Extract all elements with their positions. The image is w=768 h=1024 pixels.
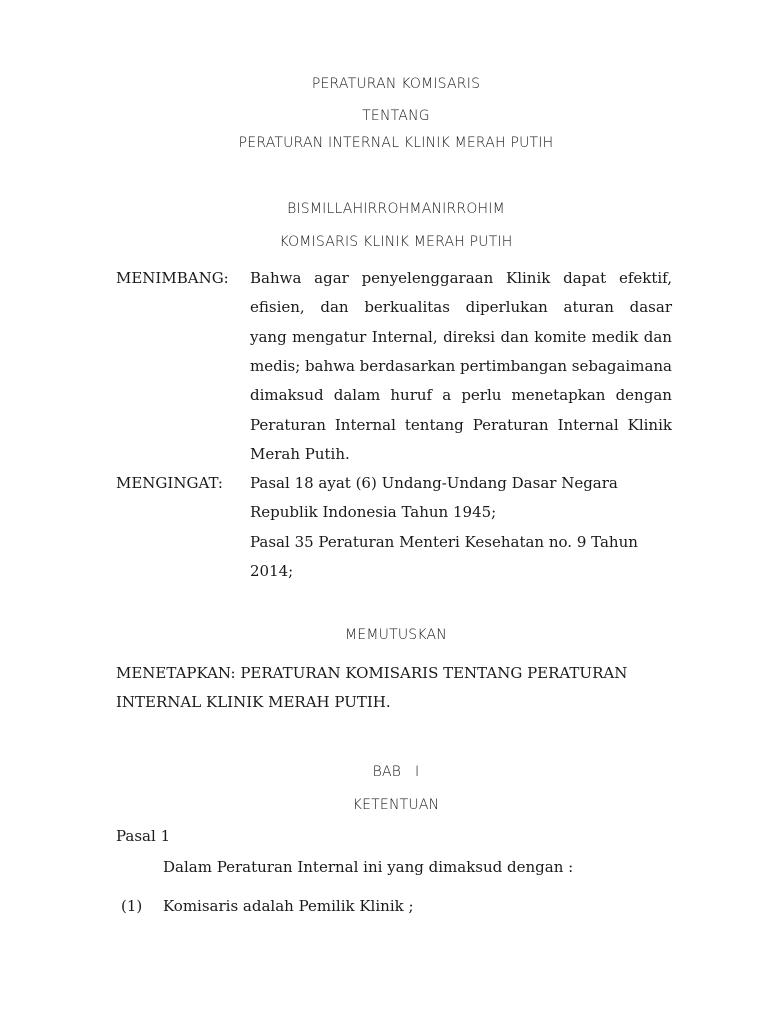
menimbang-line: Merah Putih. [250,445,350,463]
mengingat-line: Pasal 35 Peraturan Menteri Kesehatan no. 9 Tahun [250,533,638,551]
menimbang-line: yang mengatur Internal, direksi dan komite medik dan [250,328,672,346]
menimbang-line: Bahwa agar penyelenggaraan Klinik dapat efektif, [250,269,672,287]
menimbang-line: medis; bahwa berdasarkan pertimbangan sebagaimana [250,357,672,375]
mengingat-line: Republik Indonesia Tahun 1945; [250,503,497,521]
issuer-line: KOMISARIS KLINIK MERAH PUTIH [279,234,513,250]
document-title-line3: PERATURAN INTERNAL KLINIK MERAH PUTIH [238,135,554,151]
bab-title: KETENTUAN [352,797,440,813]
list-item-number: (1) [121,897,143,915]
menimbang-line: efisien, dan berkualitas diperlukan aturan dasar [250,298,672,316]
mengingat-line: Pasal 18 ayat (6) Undang-Undang Dasar Negara [250,474,618,492]
pasal-intro: Dalam Peraturan Internal ini yang dimaksud dengan : [163,858,574,876]
bab-number: BAB I [372,764,420,780]
list-item-text: Komisaris adalah Pemilik Klinik ; [163,897,414,915]
basmala: BISMILLAHIRROHMANIRROHIM [287,201,505,217]
menetapkan-line2: INTERNAL KLINIK MERAH PUTIH. [116,693,391,711]
document-title-line1: PERATURAN KOMISARIS [311,76,481,92]
menetapkan-line1: MENETAPKAN: PERATURAN KOMISARIS TENTANG PERATURAN [116,664,628,682]
menimbang-label: MENIMBANG: [116,269,229,287]
mengingat-label: MENGINGAT: [116,474,223,492]
document-title-line2: TENTANG [362,108,430,124]
menimbang-line: dimaksud dalam huruf a perlu menetapkan dengan [250,386,672,404]
mengingat-line: 2014; [250,562,294,580]
menimbang-line: Peraturan Internal tentang Peraturan Internal Klinik [250,416,672,434]
pasal-heading: Pasal 1 [116,827,171,845]
memutuskan-heading: MEMUTUSKAN [345,627,447,643]
